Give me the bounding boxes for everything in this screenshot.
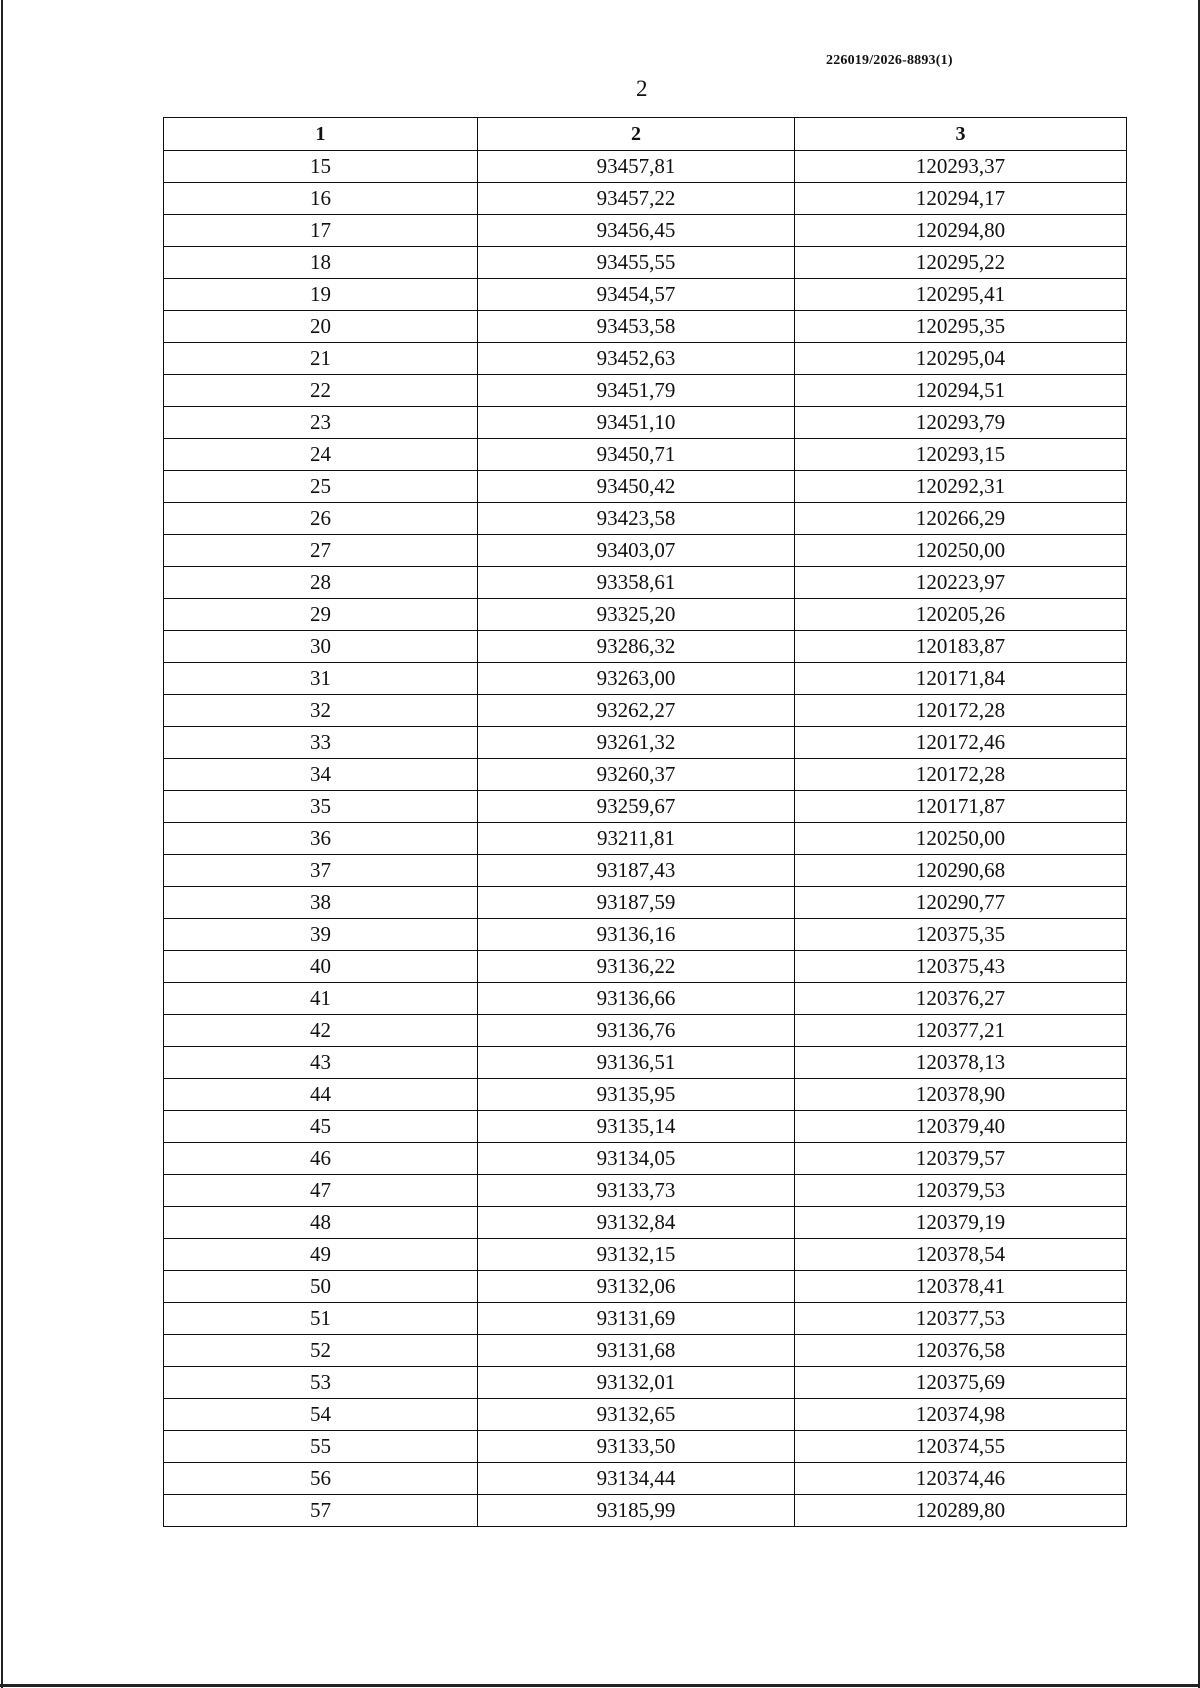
- point-number-cell: 38: [164, 887, 478, 919]
- point-number-cell: 51: [164, 1303, 478, 1335]
- coordinate-y-cell: 120378,54: [795, 1239, 1127, 1271]
- document-reference-number: 226019/2026-8893(1): [826, 53, 953, 68]
- point-number-cell: 48: [164, 1207, 478, 1239]
- table-row: [164, 535, 1127, 567]
- coordinate-x-cell: 93136,51: [478, 1047, 795, 1079]
- point-number-cell: 30: [164, 631, 478, 663]
- table-row: [164, 919, 1127, 951]
- coordinate-x-cell: 93132,15: [478, 1239, 795, 1271]
- table-row: [164, 631, 1127, 663]
- coordinate-y-cell: 120289,80: [795, 1495, 1127, 1527]
- table-row: [164, 983, 1127, 1015]
- table-row: [164, 151, 1127, 183]
- table-row: [164, 599, 1127, 631]
- coordinate-y-cell: 120379,53: [795, 1175, 1127, 1207]
- point-number-cell: 34: [164, 759, 478, 791]
- coordinate-x-cell: 93457,81: [478, 151, 795, 183]
- coordinate-x-cell: 93187,59: [478, 887, 795, 919]
- coordinate-y-cell: 120290,68: [795, 855, 1127, 887]
- coordinate-x-cell: 93136,66: [478, 983, 795, 1015]
- point-number-cell: 54: [164, 1399, 478, 1431]
- coordinate-y-cell: 120294,80: [795, 215, 1127, 247]
- table-row: [164, 375, 1127, 407]
- table-row: [164, 567, 1127, 599]
- coordinate-y-cell: 120205,26: [795, 599, 1127, 631]
- table-row: [164, 1271, 1127, 1303]
- coordinate-x-cell: 93132,01: [478, 1367, 795, 1399]
- point-number-cell: 39: [164, 919, 478, 951]
- coordinate-x-cell: 93423,58: [478, 503, 795, 535]
- point-number-cell: 47: [164, 1175, 478, 1207]
- table-row: [164, 1175, 1127, 1207]
- coordinate-x-cell: 93135,95: [478, 1079, 795, 1111]
- point-number-cell: 32: [164, 695, 478, 727]
- coordinate-x-cell: 93132,84: [478, 1207, 795, 1239]
- table-header: [164, 118, 1127, 151]
- coordinate-y-cell: 120292,31: [795, 471, 1127, 503]
- point-number-cell: 46: [164, 1143, 478, 1175]
- point-number-cell: 16: [164, 183, 478, 215]
- point-number-cell: 42: [164, 1015, 478, 1047]
- coordinate-x-cell: 93132,06: [478, 1271, 795, 1303]
- point-number-cell: 18: [164, 247, 478, 279]
- coordinate-y-cell: 120379,40: [795, 1111, 1127, 1143]
- point-number-cell: 25: [164, 471, 478, 503]
- coordinate-x-cell: 93136,76: [478, 1015, 795, 1047]
- point-number-cell: 24: [164, 439, 478, 471]
- page-number: 2: [636, 76, 648, 101]
- table-row: [164, 759, 1127, 791]
- table-row: [164, 695, 1127, 727]
- coordinate-y-cell: 120378,41: [795, 1271, 1127, 1303]
- coordinate-y-cell: 120374,98: [795, 1399, 1127, 1431]
- column-header-2: 2: [478, 118, 795, 151]
- point-number-cell: 37: [164, 855, 478, 887]
- coordinate-y-cell: 120377,21: [795, 1015, 1127, 1047]
- point-number-cell: 23: [164, 407, 478, 439]
- coordinate-x-cell: 93187,43: [478, 855, 795, 887]
- coordinate-x-cell: 93136,22: [478, 951, 795, 983]
- table-row: [164, 1111, 1127, 1143]
- coordinate-x-cell: 93454,57: [478, 279, 795, 311]
- page-edge-bottom: [0, 1684, 1200, 1687]
- table-row: [164, 471, 1127, 503]
- coordinate-x-cell: 93453,58: [478, 311, 795, 343]
- table-row: [164, 1239, 1127, 1271]
- coordinate-x-cell: 93262,27: [478, 695, 795, 727]
- coordinate-y-cell: 120250,00: [795, 535, 1127, 567]
- coordinate-y-cell: 120295,41: [795, 279, 1127, 311]
- coordinate-y-cell: 120172,28: [795, 759, 1127, 791]
- table-row: [164, 791, 1127, 823]
- table-row: [164, 183, 1127, 215]
- coordinate-x-cell: 93358,61: [478, 567, 795, 599]
- coordinate-y-cell: 120378,90: [795, 1079, 1127, 1111]
- coordinate-x-cell: 93134,05: [478, 1143, 795, 1175]
- coordinate-y-cell: 120171,84: [795, 663, 1127, 695]
- point-number-cell: 49: [164, 1239, 478, 1271]
- coordinate-x-cell: 93131,69: [478, 1303, 795, 1335]
- coordinate-x-cell: 93134,44: [478, 1463, 795, 1495]
- coordinate-x-cell: 93451,79: [478, 375, 795, 407]
- coordinate-x-cell: 93403,07: [478, 535, 795, 567]
- coordinate-y-cell: 120295,22: [795, 247, 1127, 279]
- table-row: [164, 1367, 1127, 1399]
- coordinate-x-cell: 93325,20: [478, 599, 795, 631]
- coordinate-y-cell: 120376,27: [795, 983, 1127, 1015]
- coordinate-x-cell: 93286,32: [478, 631, 795, 663]
- table-row: [164, 1143, 1127, 1175]
- table-row: [164, 1079, 1127, 1111]
- coordinate-y-cell: 120375,69: [795, 1367, 1127, 1399]
- table-row: [164, 727, 1127, 759]
- point-number-cell: 20: [164, 311, 478, 343]
- point-number-cell: 41: [164, 983, 478, 1015]
- coordinate-x-cell: 93451,10: [478, 407, 795, 439]
- coordinate-x-cell: 93259,67: [478, 791, 795, 823]
- coordinate-y-cell: 120293,15: [795, 439, 1127, 471]
- coordinate-x-cell: 93450,71: [478, 439, 795, 471]
- table-row: [164, 1335, 1127, 1367]
- point-number-cell: 35: [164, 791, 478, 823]
- point-number-cell: 53: [164, 1367, 478, 1399]
- coordinate-y-cell: 120379,57: [795, 1143, 1127, 1175]
- point-number-cell: 57: [164, 1495, 478, 1527]
- coordinate-x-cell: 93450,42: [478, 471, 795, 503]
- table-row: [164, 1463, 1127, 1495]
- point-number-cell: 50: [164, 1271, 478, 1303]
- column-header-1: 1: [164, 118, 478, 151]
- coordinate-y-cell: 120377,53: [795, 1303, 1127, 1335]
- coordinate-x-cell: 93456,45: [478, 215, 795, 247]
- point-number-cell: 40: [164, 951, 478, 983]
- coordinate-y-cell: 120378,13: [795, 1047, 1127, 1079]
- point-number-cell: 26: [164, 503, 478, 535]
- coordinate-x-cell: 93457,22: [478, 183, 795, 215]
- coordinate-y-cell: 120294,51: [795, 375, 1127, 407]
- coordinate-x-cell: 93261,32: [478, 727, 795, 759]
- coordinate-y-cell: 120374,55: [795, 1431, 1127, 1463]
- coordinate-y-cell: 120172,28: [795, 695, 1127, 727]
- table-row: [164, 887, 1127, 919]
- coordinate-y-cell: 120172,46: [795, 727, 1127, 759]
- table-row: [164, 1495, 1127, 1527]
- point-number-cell: 17: [164, 215, 478, 247]
- coordinate-y-cell: 120376,58: [795, 1335, 1127, 1367]
- coordinate-x-cell: 93211,81: [478, 823, 795, 855]
- point-number-cell: 28: [164, 567, 478, 599]
- coordinate-x-cell: 93452,63: [478, 343, 795, 375]
- coordinate-x-cell: 93132,65: [478, 1399, 795, 1431]
- coordinate-x-cell: 93455,55: [478, 247, 795, 279]
- table-row: [164, 311, 1127, 343]
- table-row: [164, 1303, 1127, 1335]
- table-row: [164, 407, 1127, 439]
- coordinate-y-cell: 120290,77: [795, 887, 1127, 919]
- point-number-cell: 33: [164, 727, 478, 759]
- point-number-cell: 52: [164, 1335, 478, 1367]
- table-row: [164, 1431, 1127, 1463]
- point-number-cell: 21: [164, 343, 478, 375]
- coordinate-y-cell: 120375,43: [795, 951, 1127, 983]
- point-number-cell: 27: [164, 535, 478, 567]
- point-number-cell: 22: [164, 375, 478, 407]
- table-row: [164, 1015, 1127, 1047]
- coordinate-x-cell: 93136,16: [478, 919, 795, 951]
- coordinate-y-cell: 120266,29: [795, 503, 1127, 535]
- point-number-cell: 44: [164, 1079, 478, 1111]
- point-number-cell: 36: [164, 823, 478, 855]
- coordinate-x-cell: 93131,68: [478, 1335, 795, 1367]
- coordinate-x-cell: 93133,73: [478, 1175, 795, 1207]
- point-number-cell: 31: [164, 663, 478, 695]
- coordinate-x-cell: 93263,00: [478, 663, 795, 695]
- table-row: [164, 279, 1127, 311]
- coordinate-y-cell: 120250,00: [795, 823, 1127, 855]
- table-row: [164, 439, 1127, 471]
- point-number-cell: 15: [164, 151, 478, 183]
- coordinate-y-cell: 120295,04: [795, 343, 1127, 375]
- table-row: [164, 1047, 1127, 1079]
- point-number-cell: 55: [164, 1431, 478, 1463]
- coordinate-y-cell: 120183,87: [795, 631, 1127, 663]
- coordinate-y-cell: 120293,79: [795, 407, 1127, 439]
- table-row: [164, 823, 1127, 855]
- coordinate-y-cell: 120379,19: [795, 1207, 1127, 1239]
- point-number-cell: 56: [164, 1463, 478, 1495]
- coordinate-x-cell: 93260,37: [478, 759, 795, 791]
- coordinate-y-cell: 120293,37: [795, 151, 1127, 183]
- point-number-cell: 43: [164, 1047, 478, 1079]
- table-row: [164, 663, 1127, 695]
- coordinates-table: [163, 117, 1127, 1527]
- point-number-cell: 45: [164, 1111, 478, 1143]
- coordinate-y-cell: 120295,35: [795, 311, 1127, 343]
- point-number-cell: 19: [164, 279, 478, 311]
- table-body: [164, 151, 1127, 1527]
- table-row: [164, 951, 1127, 983]
- coordinate-x-cell: 93185,99: [478, 1495, 795, 1527]
- page-edge-left: [1, 0, 3, 1688]
- table-header-row: [164, 118, 1127, 151]
- table-row: [164, 1207, 1127, 1239]
- coordinate-y-cell: 120294,17: [795, 183, 1127, 215]
- coordinate-y-cell: 120223,97: [795, 567, 1127, 599]
- coordinate-y-cell: 120171,87: [795, 791, 1127, 823]
- table-row: [164, 855, 1127, 887]
- table-row: [164, 343, 1127, 375]
- column-header-3: 3: [795, 118, 1127, 151]
- point-number-cell: 29: [164, 599, 478, 631]
- coordinate-y-cell: 120374,46: [795, 1463, 1127, 1495]
- coordinate-x-cell: 93135,14: [478, 1111, 795, 1143]
- coordinate-x-cell: 93133,50: [478, 1431, 795, 1463]
- table-row: [164, 1399, 1127, 1431]
- coordinate-y-cell: 120375,35: [795, 919, 1127, 951]
- table-row: [164, 247, 1127, 279]
- table-row: [164, 215, 1127, 247]
- table-row: [164, 503, 1127, 535]
